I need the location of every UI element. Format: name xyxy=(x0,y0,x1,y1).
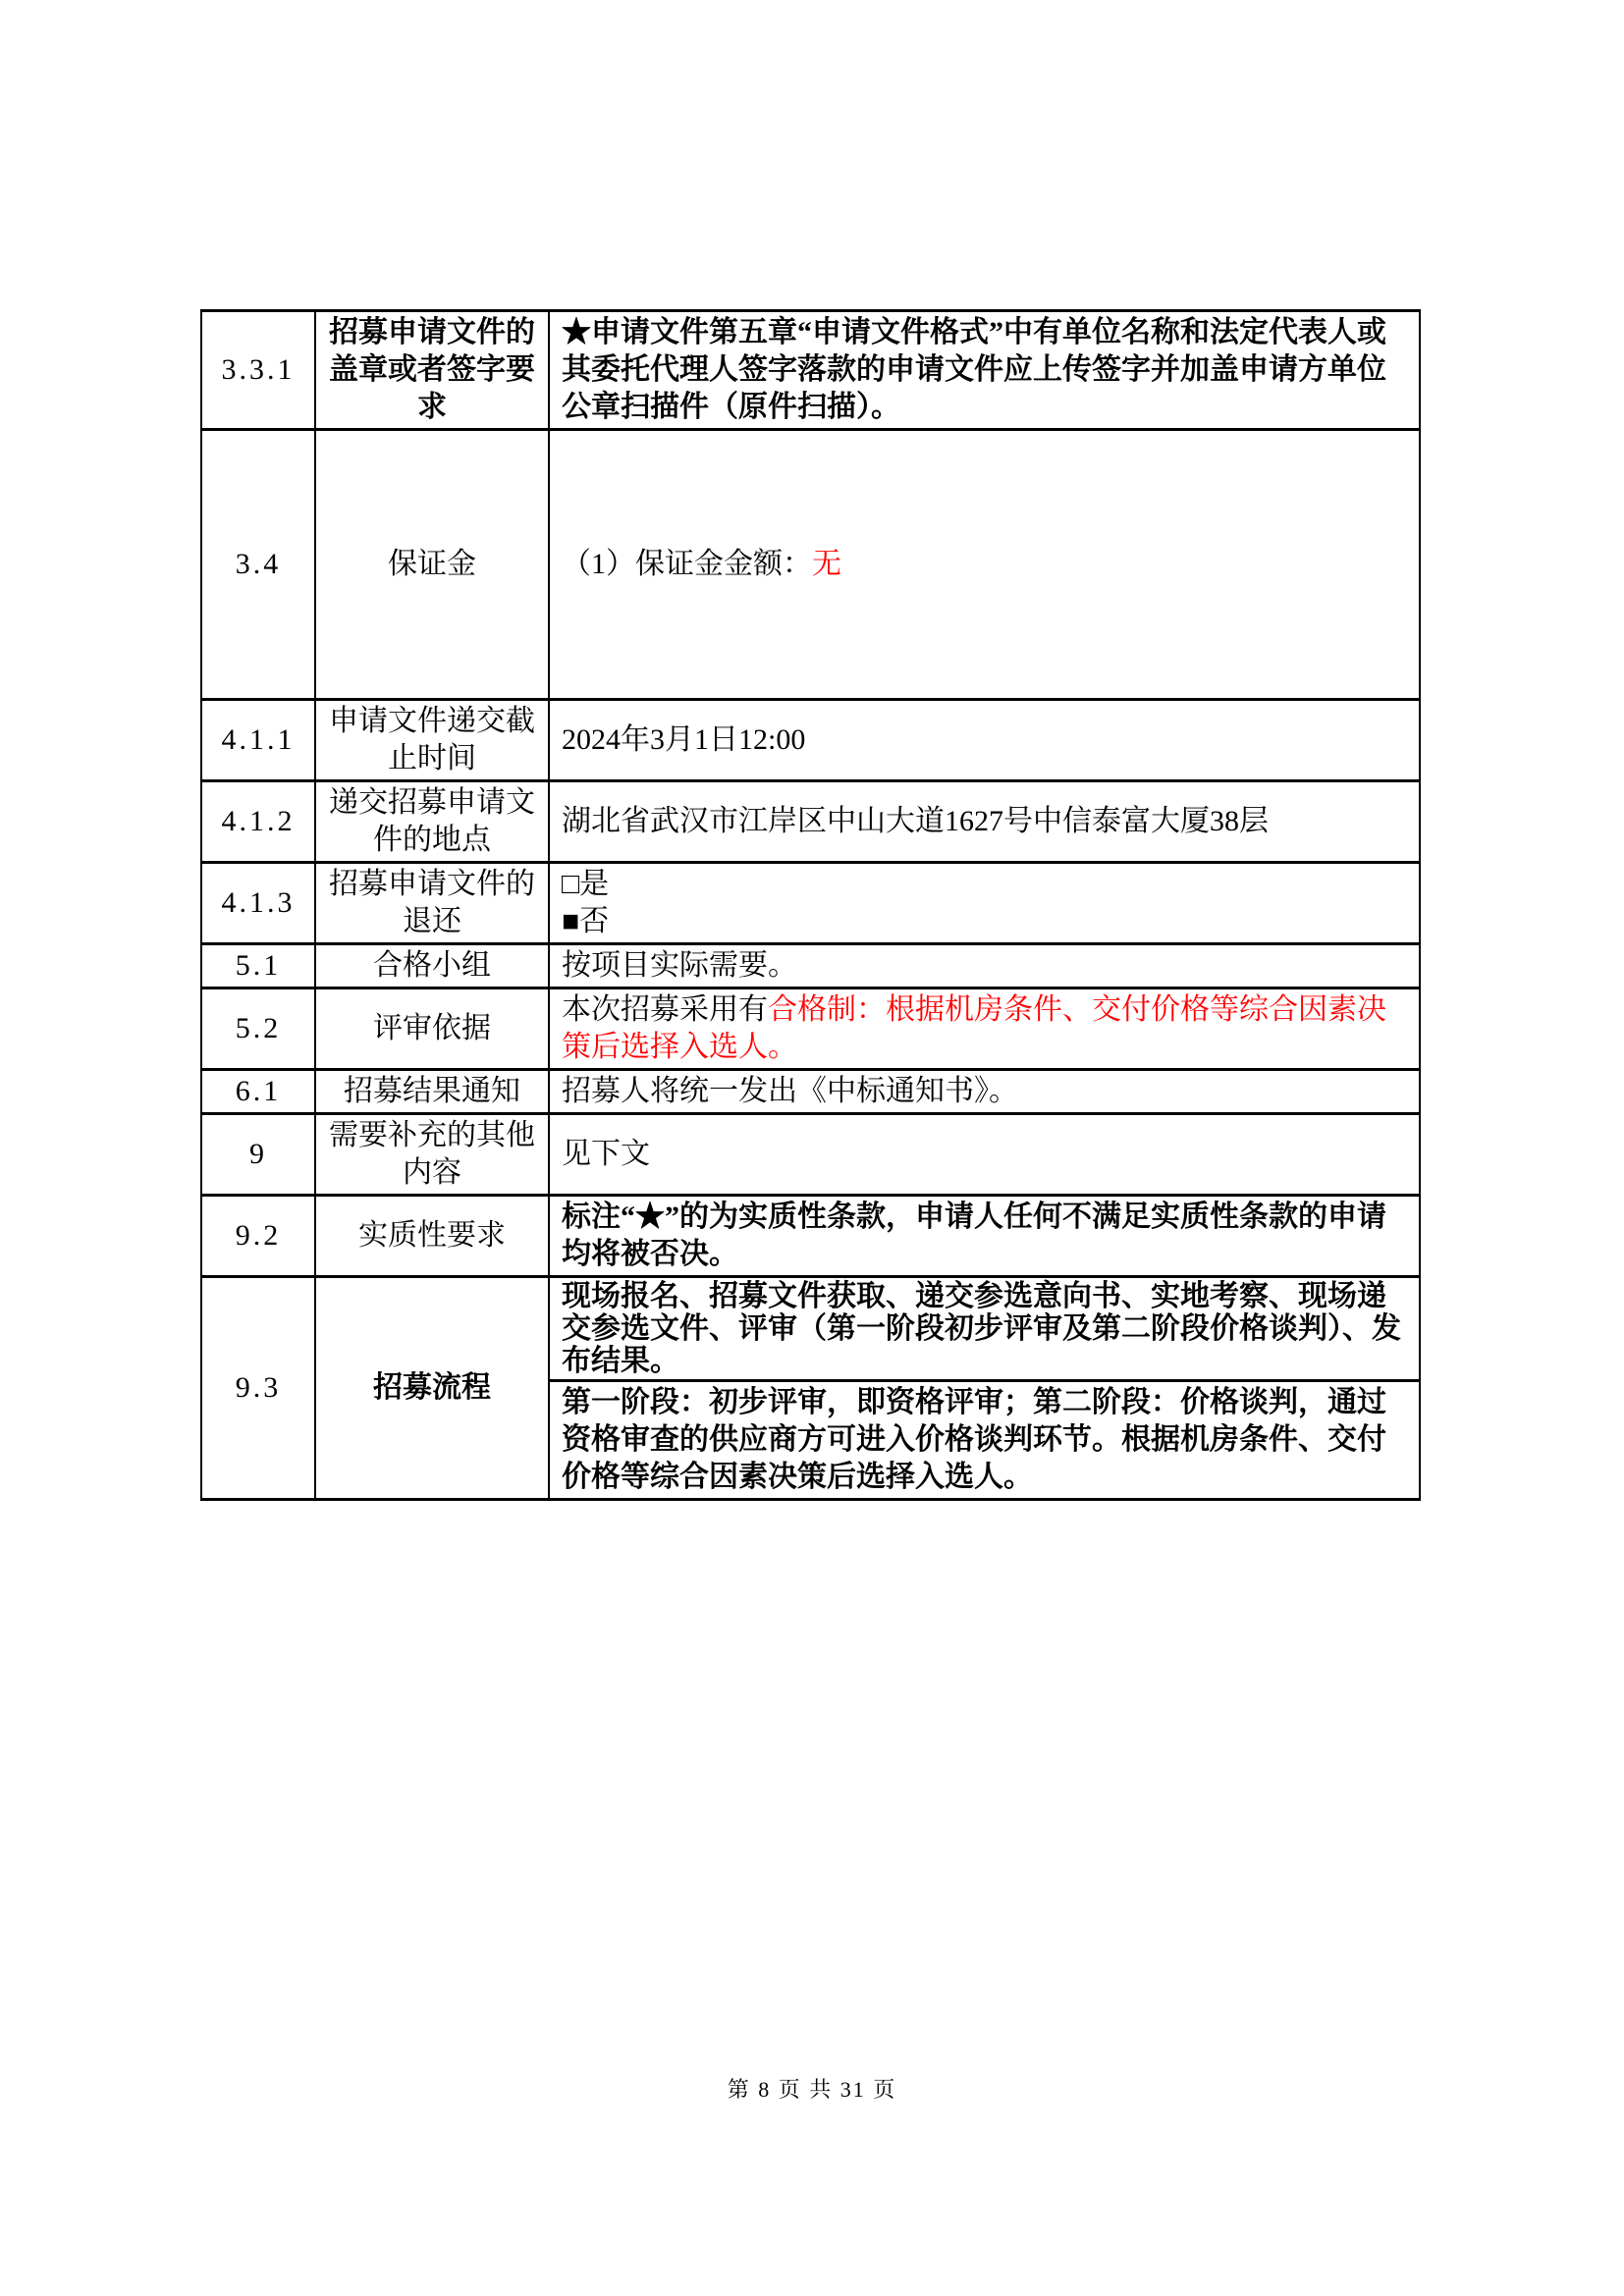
row-content: 标注“★”的为实质性条款，申请人任何不满足实质性条款的申请均将被否决。 xyxy=(549,1196,1420,1277)
row-content-stage-list: 现场报名、招募文件获取、递交参选意向书、实地考察、现场递交参选文件、评审（第一阶段初步评审及第二阶段价格谈判）、发布结果。 xyxy=(549,1277,1420,1381)
row-content: 湖北省武汉市江岸区中山大道1627号中信泰富大厦38层 xyxy=(549,781,1420,863)
content-text: （1）保证金金额： xyxy=(562,548,812,580)
content-text-red: 无 xyxy=(812,548,841,580)
row-number: 4.1.2 xyxy=(201,781,315,863)
row-label: 招募申请文件的盖章或者签字要求 xyxy=(315,311,549,430)
row-label: 招募申请文件的退还 xyxy=(315,863,549,944)
row-content-stage-detail: 第一阶段：初步评审，即资格评审；第二阶段：价格谈判，通过资格审查的供应商方可进入价格谈判环节。根据机房条件、交付价格等综合因素决策后选择入选人。 xyxy=(549,1381,1420,1500)
content-text-red: 合格制：根据机房条件、交付价格等综合因素决策后选择入选人。 xyxy=(562,993,1386,1063)
row-number: 5.1 xyxy=(201,944,315,988)
row-label: 实质性要求 xyxy=(315,1196,549,1277)
row-label: 合格小组 xyxy=(315,944,549,988)
row-content: 2024年3月1日12:00 xyxy=(549,700,1420,781)
row-label: 申请文件递交截止时间 xyxy=(315,700,549,781)
table-row-3-4 xyxy=(201,430,1420,700)
row-number: 3.4 xyxy=(201,430,315,700)
row-number: 6.1 xyxy=(201,1070,315,1114)
row-number: 9 xyxy=(201,1114,315,1196)
table-row-3-3-1 xyxy=(201,311,1420,430)
row-label: 保证金 xyxy=(315,430,549,700)
page-footer: 第 8 页 共 31 页 xyxy=(727,2077,897,2102)
table-row-5-2 xyxy=(201,988,1420,1070)
table-row-9-3 xyxy=(201,1277,1420,1381)
row-content xyxy=(549,988,1420,1070)
row-content: ★申请文件第五章“申请文件格式”中有单位名称和法定代表人或其委托代理人签字落款的申请文件应上传签字并加盖申请方单位公章扫描件（原件扫描）。 xyxy=(549,311,1420,430)
row-label: 招募结果通知 xyxy=(315,1070,549,1114)
tender-info-table xyxy=(200,309,1421,1501)
table-row-6-1 xyxy=(201,1070,1420,1114)
checkbox-option-no: ■否 xyxy=(562,905,610,937)
row-number: 9.2 xyxy=(201,1196,315,1277)
row-content xyxy=(549,863,1420,944)
table-row-9-2 xyxy=(201,1196,1420,1277)
table-row-4-1-2 xyxy=(201,781,1420,863)
table-row-4-1-3 xyxy=(201,863,1420,944)
checkbox-option-yes: □是 xyxy=(562,868,610,900)
table-row-9 xyxy=(201,1114,1420,1196)
row-content: 按项目实际需要。 xyxy=(549,944,1420,988)
row-label: 招募流程 xyxy=(315,1277,549,1500)
table-row-4-1-1 xyxy=(201,700,1420,781)
row-label: 评审依据 xyxy=(315,988,549,1070)
content-text: 本次招募采用有 xyxy=(562,993,768,1026)
row-number: 3.3.1 xyxy=(201,311,315,430)
row-number: 9.3 xyxy=(201,1277,315,1500)
row-number: 4.1.1 xyxy=(201,700,315,781)
row-label: 递交招募申请文件的地点 xyxy=(315,781,549,863)
row-content xyxy=(549,430,1420,700)
row-content: 招募人将统一发出《中标通知书》。 xyxy=(549,1070,1420,1114)
row-number: 5.2 xyxy=(201,988,315,1070)
row-number: 4.1.3 xyxy=(201,863,315,944)
table-row-5-1 xyxy=(201,944,1420,988)
row-content: 见下文 xyxy=(549,1114,1420,1196)
row-label: 需要补充的其他内容 xyxy=(315,1114,549,1196)
